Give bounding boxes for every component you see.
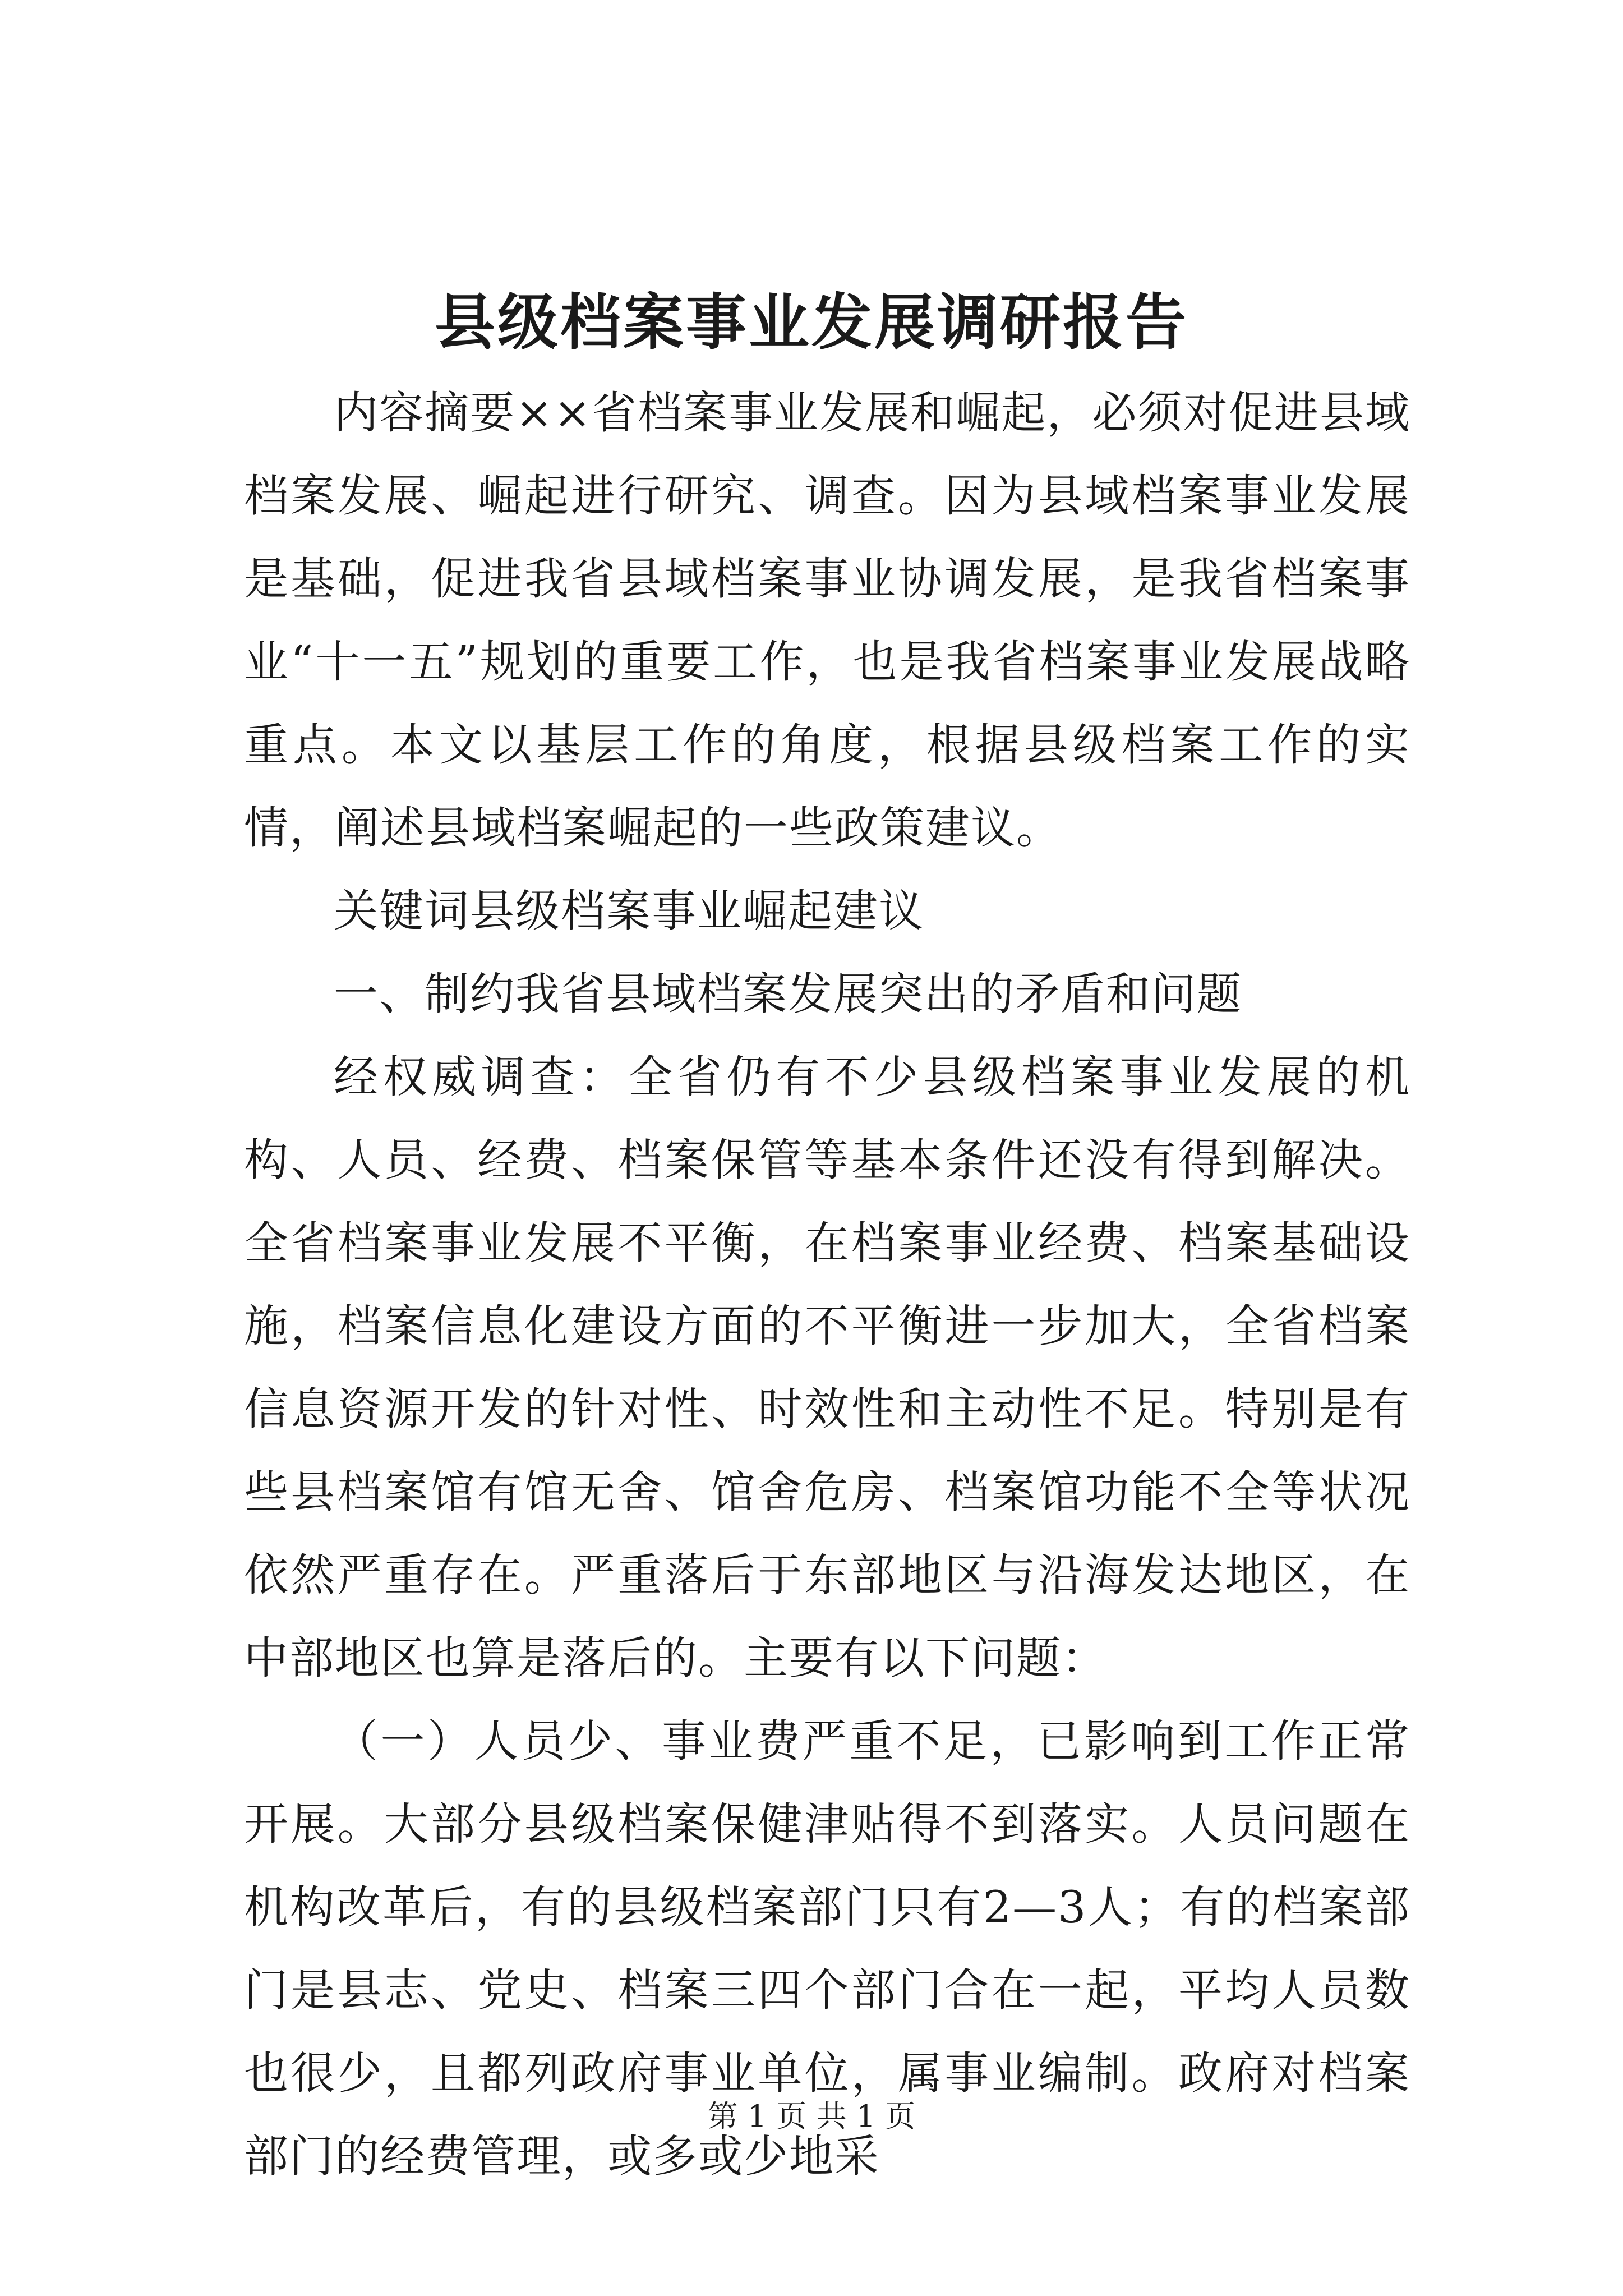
- body-paragraph: （一）人员少、事业费严重不足，已影响到工作正常开展。大部分县级档案保健津贴得不到落实。人员问题在机构改革后，有的县级档案部门只有2—3人；有的档案部门是县志、党史、档案三四个部门合在一起，平均人员数也很少，且都列政府事业单位，属事业编制。政府对档案部门的经费管理，或多或少地采: [244, 1715, 1410, 2182]
- abstract-paragraph: 内容摘要××省档案事业发展和崛起，必须对促进县域档案发展、崛起进行研究、调查。因为县域档案事业发展是基础，促进我省县域档案事业协调发展，是我省档案事业“十一五”规划的重要工作，也是我省档案事业发展战略重点。本文以基层工作的角度，根据县级档案工作的实情，阐述县域档案崛起的一些政策建议。: [244, 387, 1410, 854]
- keywords-paragraph: 关键词县级档案事业崛起建议: [334, 885, 924, 937]
- section-heading: 一、制约我省县域档案发展突出的矛盾和问题: [334, 968, 1242, 1020]
- body-paragraph: 经权威调查：全省仍有不少县级档案事业发展的机构、人员、经费、档案保管等基本条件还没有得到解决。全省档案事业发展不平衡，在档案事业经费、档案基础设施，档案信息化建设方面的不平衡进一步加大，全省档案信息资源开发的针对性、时效性和主动性不足。特别是有些县档案馆有馆无舍、馆舍危房、档案馆功能不全等状况依然严重存在。严重落后于东部地区与沿海发达地区，在中部地区也算是落后的。主要有以下问题：: [244, 1051, 1410, 1684]
- page-footer: [0, 2097, 1623, 2136]
- page-number: 第 1 页 共 1 页: [707, 2099, 916, 2134]
- document-title: 县级档案事业发展调研报告: [434, 287, 1188, 358]
- document-body: [244, 371, 1410, 2198]
